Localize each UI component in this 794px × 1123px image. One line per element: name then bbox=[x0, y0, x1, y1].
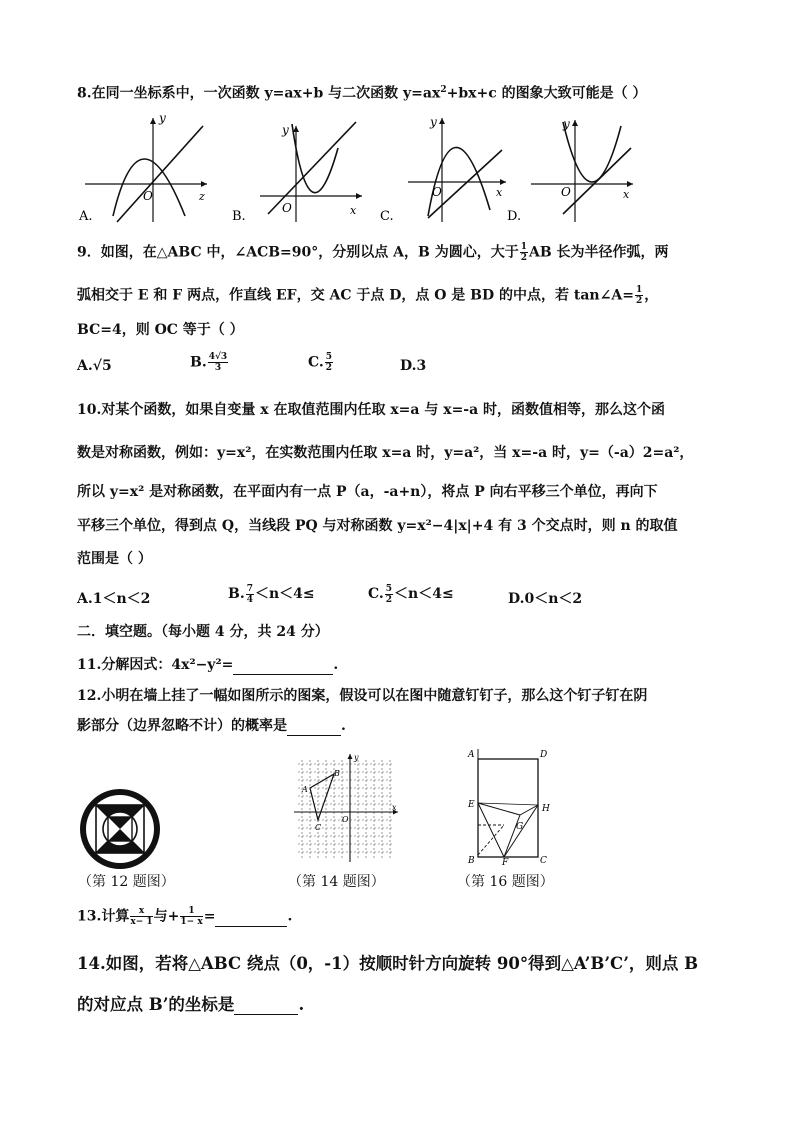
q9-option-c: C. $\frac{5}{2}$ bbox=[308, 352, 333, 373]
q9-line2: 弧相交于 E 和 F 两点，作直线 EF，交 AC 于点 D，点 O 是 BD 的中点，若 tan∠A= $\frac{1}{2}$ ， bbox=[77, 285, 659, 306]
q13: 13.计算 $\frac{x}{x- 1}$ 与+ $\frac{1}{1- x}$ = . bbox=[77, 906, 293, 927]
answer-blank bbox=[233, 660, 333, 675]
caption-14: （第 14 题图） bbox=[288, 874, 385, 890]
figure-16 bbox=[464, 745, 554, 865]
q8-graph-c bbox=[378, 112, 518, 224]
svg-text:y: y bbox=[159, 112, 166, 125]
q8-stem: 8.在同一坐标系中，一次函数 y=ax+b 与二次函数 $y=ax^2+bx+c$ 的图象大致可能是（ ） bbox=[77, 85, 647, 102]
answer-blank bbox=[215, 912, 287, 927]
svg-text:x: x bbox=[623, 188, 630, 201]
q12-line2: 影部分（边界忽略不计）的概率是 . bbox=[77, 718, 346, 734]
caption-12: （第 12 题图） bbox=[78, 874, 175, 890]
q10-line1: 10.对某个函数，如果自变量 x 在取值范围内任取 x=a 与 x=-a 时，函数值相等，那么这个函 bbox=[77, 402, 666, 418]
caption-16: （第 16 题图） bbox=[457, 874, 554, 890]
svg-text:D: D bbox=[540, 750, 548, 760]
svg-text:B: B bbox=[334, 769, 340, 778]
fraction-half: $\frac{1}{2}$ bbox=[635, 285, 643, 306]
q8-graph-d bbox=[505, 114, 645, 224]
q10-option-c: C. $\frac{5}{2}$ ＜n＜4≤ bbox=[368, 583, 454, 605]
q10-line4: 平移三个单位，得到点 Q，当线段 PQ 与对称函数 y=x²−4|x|+4 有 3 个交点时，则 n 的取值 bbox=[77, 518, 678, 534]
svg-text:y: y bbox=[354, 753, 359, 762]
q9-option-a: A.√5 bbox=[77, 358, 112, 374]
svg-text:x: x bbox=[392, 803, 397, 812]
q10-line5: 范围是（ ） bbox=[77, 551, 152, 567]
svg-text:y: y bbox=[430, 115, 437, 129]
q10-option-d: D.0＜n＜2 bbox=[508, 591, 583, 607]
q10-option-a: A.1＜n＜2 bbox=[77, 591, 151, 607]
q14-line2: 的对应点 B’的坐标是 . bbox=[77, 995, 305, 1014]
q8-graph-b bbox=[230, 118, 370, 224]
svg-text:B.: B. bbox=[232, 209, 246, 224]
q12-line1: 12.小明在墙上挂了一幅如图所示的图案，假设可以在图中随意钉钉子，那么这个钉子钉在阴 bbox=[77, 688, 648, 704]
q9-option-d: D.3 bbox=[400, 358, 427, 374]
q10-line3: 所以 y=x² 是对称函数，在平面内有一点 P（a，-a+n），将点 P 向右平移三个单位，再向下 bbox=[77, 484, 658, 500]
q9-line3: BC=4，则 OC 等于（ ） bbox=[77, 322, 244, 338]
svg-text:D.: D. bbox=[507, 209, 522, 224]
svg-text:O: O bbox=[143, 189, 153, 203]
answer-blank bbox=[234, 998, 298, 1015]
q8-graph-a bbox=[75, 112, 215, 224]
svg-text:A.: A. bbox=[79, 209, 93, 224]
svg-text:E: E bbox=[468, 800, 475, 810]
figure-14 bbox=[288, 750, 400, 866]
svg-text:O: O bbox=[561, 185, 571, 199]
section-heading: 二．填空题。（每小题 4 分，共 24 分） bbox=[77, 624, 329, 640]
q10-line2: 数是对称函数，例如：y=x²，在实数范围内任取 x=a 时，y=a²，当 x=-a 时，y=（-a）2=a²， bbox=[77, 445, 694, 461]
svg-text:y: y bbox=[563, 117, 570, 131]
svg-text:B: B bbox=[468, 856, 475, 865]
q14-line1: 14.如图，若将△ABC 绕点（0，-1）按顺时针方向旋转 90°得到△A’B’C’，则点 B bbox=[77, 954, 699, 973]
svg-text:O: O bbox=[342, 815, 349, 824]
svg-text:H: H bbox=[542, 804, 550, 814]
svg-text:G: G bbox=[516, 822, 524, 832]
svg-text:C.: C. bbox=[380, 209, 394, 224]
svg-text:F: F bbox=[502, 858, 509, 865]
svg-text:O: O bbox=[432, 185, 442, 199]
fraction-half: $\frac{1}{2}$ bbox=[520, 242, 527, 263]
svg-text:A: A bbox=[302, 785, 308, 794]
svg-text:A: A bbox=[468, 750, 475, 760]
svg-text:C: C bbox=[540, 856, 547, 865]
q10-option-b: B. $\frac{7}{4}$ ＜n＜4≤ bbox=[228, 583, 315, 605]
q9-line1: 9．如图，在△ABC 中，∠ACB=90°，分别以点 A，B 为圆心，大于 $\frac{1}{2}$ AB 长为半径作弧，两 bbox=[77, 242, 669, 263]
answer-blank bbox=[287, 721, 341, 736]
q11: 11.分解因式：4x²−y²= . bbox=[77, 657, 339, 673]
svg-text:x: x bbox=[350, 204, 357, 217]
q9-option-b: B. $\frac{4√3}{3}$ bbox=[190, 352, 228, 373]
figure-12 bbox=[78, 787, 162, 871]
svg-text:x: x bbox=[496, 186, 503, 199]
svg-text:z: z bbox=[199, 190, 205, 203]
svg-text:O: O bbox=[282, 201, 292, 215]
svg-text:C: C bbox=[315, 823, 322, 832]
svg-text:y: y bbox=[282, 123, 289, 137]
